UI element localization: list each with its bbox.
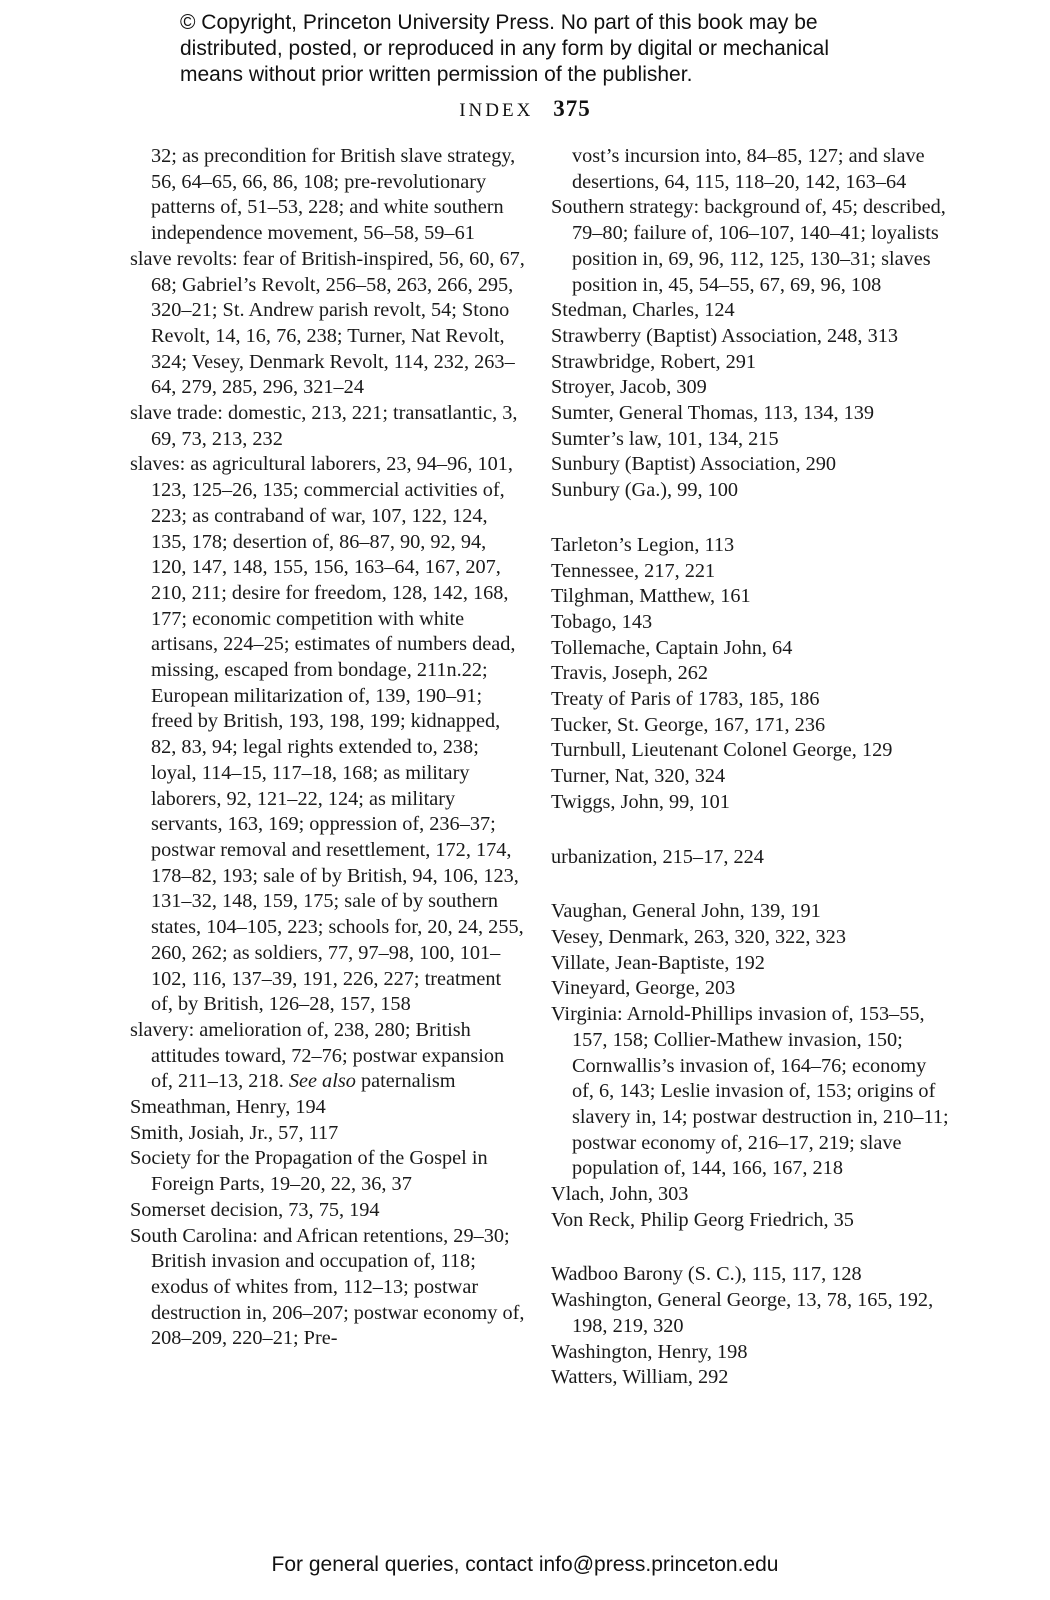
index-entry: urbanization, 215–17, 224	[551, 845, 764, 868]
index-entry: South Carolina: and African retentions, 29–30; British invasion and occupation of, 118; exodus of whites from, 112–13; postwar destruction in, 206–207; postwar economy of, 208–209, 220–21; Pre-	[130, 1224, 525, 1350]
index-entry: Vesey, Denmark, 263, 320, 322, 323	[551, 925, 846, 948]
copyright-notice	[180, 10, 900, 88]
index-entry: Southern strategy: background of, 45; described, 79–80; failure of, 106–107, 140–41; loyalists position in, 69, 96, 112, 125, 130–31; slaves position in, 45, 54–55, 67, 69, 96, 108	[551, 196, 946, 296]
see-also-target: paternalism	[355, 1070, 456, 1093]
index-entry: Strawbridge, Robert, 291	[551, 350, 757, 373]
index-entry: vost’s incursion into, 84–85, 127; and slave desertions, 64, 115, 118–20, 142, 163–64	[572, 145, 925, 193]
index-entry: Stedman, Charles, 124	[551, 299, 735, 322]
index-entry: Smith, Josiah, Jr., 57, 117	[130, 1121, 339, 1144]
index-entry: Tucker, St. George, 167, 171, 236	[551, 713, 826, 736]
index-entry: Tollemache, Captain John, 64	[551, 636, 793, 659]
index-entry: Sunbury (Baptist) Association, 290	[551, 453, 837, 476]
index-entry: slaves: as agricultural laborers, 23, 94–96, 101, 123, 125–26, 135; commercial activities of, 223; as contraband of war, 107, 122, 124, 135, 178; desertion of, 86–87, 90, 92, 94, 120, 147, 148, 155, 156, 163–64, 167, 207, 210, 211; desire for freedom, 128, 142, 168, 177; economic competition with white artisans, 224–25; estimates of numbers dead, missing, escaped from bondage, 211n.22; European militarization of, 139, 190–91; freed by British, 193, 198, 199; kidnapped, 82, 83, 94; legal rights extended to, 238; loyal, 114–15, 117–18, 168; as military laborers, 92, 121–22, 124; as military servants, 163, 169; oppression of, 236–37; postwar removal and resettlement, 172, 174, 178–82, 193; sale of by British, 94, 106, 123, 131–32, 148, 159, 175; sale of by southern states, 104–105, 223; schools for, 20, 24, 255, 260, 262; as soldiers, 77, 97–98, 100, 101–102, 116, 137–39, 191, 226, 227; treatment of, by British, 126–28, 157, 158	[130, 453, 524, 1016]
index-entry: Tobago, 143	[551, 610, 653, 633]
index-entry: Stroyer, Jacob, 309	[551, 376, 707, 399]
index-entry: Twiggs, John, 99, 101	[551, 790, 730, 813]
index-entry: Society for the Propagation of the Gospel in Foreign Parts, 19–20, 22, 36, 37	[130, 1147, 488, 1196]
see-also-label: See also	[288, 1070, 356, 1093]
index-entry: Smeathman, Henry, 194	[130, 1096, 326, 1119]
index-entry: slave trade: domestic, 213, 221; transatlantic, 3, 69, 73, 213, 232	[130, 402, 518, 450]
index-entry: Wadboo Barony (S. C.), 115, 117, 128	[551, 1263, 862, 1286]
index-entry: Travis, Joseph, 262	[551, 662, 709, 685]
slavery-entry-text: slavery: amelioration of, 238, 280; British attitudes toward, 72–76; postwar expansion of, 211–13, 218.	[130, 1018, 505, 1093]
index-column-right	[551, 144, 951, 1391]
letter-group-gap	[551, 816, 951, 845]
index-entry: Turnbull, Lieutenant Colonel George, 129	[551, 739, 893, 762]
index-entry: Turner, Nat, 320, 324	[551, 765, 726, 788]
index-entry: Washington, Henry, 198	[551, 1340, 748, 1363]
index-entry: Tilghman, Matthew, 161	[551, 585, 751, 608]
copyright-line-3: means without prior written permission of the publisher.	[180, 63, 693, 86]
index-entry: Sumter’s law, 101, 134, 215	[551, 427, 779, 450]
index-entry: Tarleton’s Legion, 113	[551, 533, 735, 556]
index-entry: slave revolts: fear of British-inspired, 56, 60, 67, 68; Gabriel’s Revolt, 256–58, 263, 266, 295, 320–21; St. Andrew parish revolt, 54; Stono Revolt, 14, 16, 76, 238; Turner, Nat Revolt, 324; Vesey, Denmark Revolt, 114, 232, 263–64, 279, 285, 296, 321–24	[130, 247, 525, 399]
index-entry: Virginia: Arnold-Phillips invasion of, 153–55, 157, 158; Collier-Mathew invasion, 150; Cornwallis’s invasion of, 164–76; economy of, 6, 143; Leslie invasion of, 153; origins of slavery in, 14; postwar destruction in, 210–11; postwar economy of, 216–17, 219; slave population of, 144, 166, 167, 218	[551, 1003, 949, 1180]
running-head-title: INDEX	[459, 100, 534, 121]
index-entry: Sunbury (Ga.), 99, 100	[551, 479, 739, 502]
index-entry-slavery	[130, 1018, 525, 1095]
index-entry: Treaty of Paris of 1783, 185, 186	[551, 688, 820, 711]
copyright-line-2: distributed, posted, or reproduced in any form by digital or mechanical	[180, 37, 830, 60]
page-number: 375	[553, 96, 591, 121]
index-column-left	[130, 144, 525, 1352]
copyright-line-1: © Copyright, Princeton University Press. No part of this book may be	[180, 11, 818, 34]
index-entry: Strawberry (Baptist) Association, 248, 313	[551, 324, 898, 347]
index-entry: Von Reck, Philip Georg Friedrich, 35	[551, 1208, 854, 1231]
letter-group-gap	[551, 504, 951, 533]
running-head	[0, 96, 1050, 122]
index-entry: Washington, General George, 13, 78, 165, 192, 198, 219, 320	[551, 1289, 934, 1337]
index-entry: Vineyard, George, 203	[551, 977, 736, 1000]
footer-contact: For general queries, contact info@press.princeton.edu	[271, 1553, 779, 1576]
index-entry: Sumter, General Thomas, 113, 134, 139	[551, 402, 875, 425]
index-entry: Vlach, John, 303	[551, 1183, 689, 1206]
index-entry: 32; as precondition for British slave strategy, 56, 64–65, 66, 86, 108; pre-revolutionary patterns of, 51–53, 228; and white southern independence movement, 56–58, 59–61	[151, 145, 516, 245]
letter-group-gap	[551, 870, 951, 899]
index-entry: Vaughan, General John, 139, 191	[551, 900, 821, 923]
index-entry: Somerset decision, 73, 75, 194	[130, 1198, 380, 1221]
index-entry: Tennessee, 217, 221	[551, 559, 716, 582]
index-entry: Watters, William, 292	[551, 1366, 729, 1389]
letter-group-gap	[551, 1233, 951, 1262]
index-entry: Villate, Jean-Baptiste, 192	[551, 951, 765, 974]
